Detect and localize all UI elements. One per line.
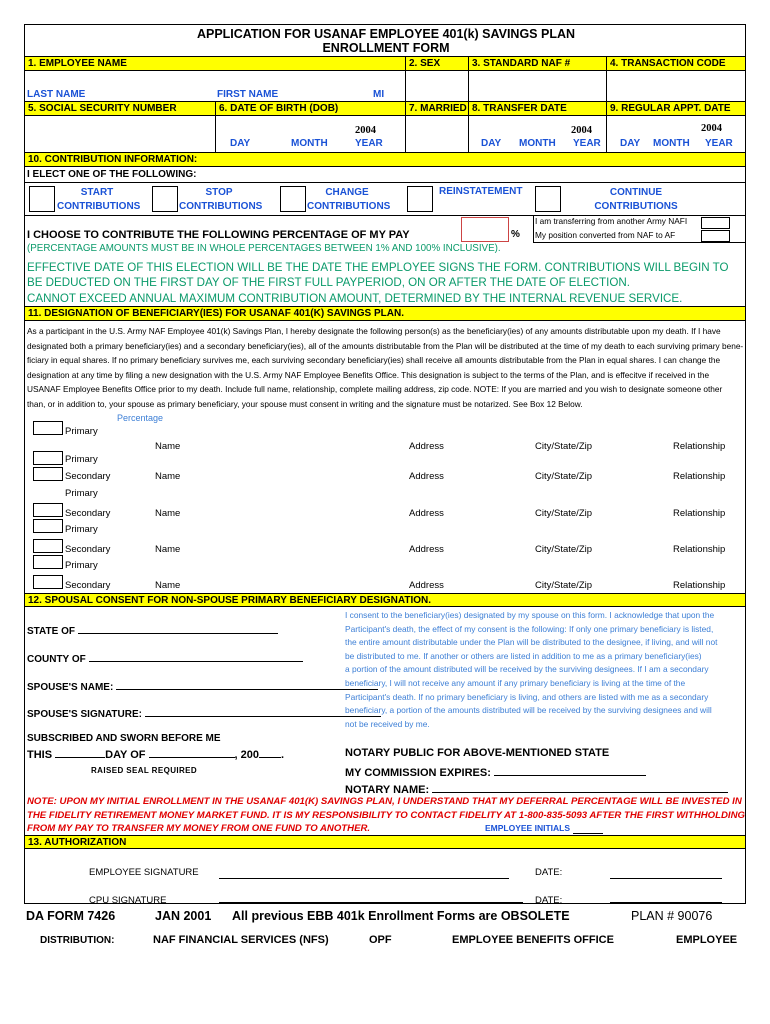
percentage-box-6[interactable]: [33, 539, 63, 553]
sex-label: 2. SEX: [405, 57, 443, 70]
name-col-5: Name: [155, 580, 181, 591]
employee-date-line[interactable]: [610, 878, 722, 879]
authorization-header: [25, 835, 745, 849]
employee-initials-label: EMPLOYEE INITIALS: [485, 823, 571, 833]
mi-label: MI: [373, 89, 385, 100]
standard-naf-label: 3. STANDARD NAF #: [468, 57, 573, 70]
transfer-year-value: 2004: [571, 125, 592, 136]
this-blank[interactable]: [55, 747, 105, 758]
form-number: DA FORM 7426: [26, 909, 116, 923]
change-label: CHANGE CONTRIBUTIONS: [307, 187, 391, 212]
stop-checkbox[interactable]: [152, 186, 178, 212]
dob-year-label: YEAR: [355, 138, 383, 149]
cpu-date-line[interactable]: [610, 902, 722, 903]
beneficiary-header: [25, 306, 745, 321]
city-col-5: City/State/Zip: [535, 580, 593, 591]
effective-line2: BE DEDUCTED ON THE FIRST DAY OF THE FIRST FULL PAYPERIOD, ON OR AFTER THE DATE OF ELECTION.: [27, 276, 630, 289]
commission-label: MY COMMISSION EXPIRES:: [345, 765, 646, 779]
change-checkbox[interactable]: [280, 186, 306, 212]
start-label: START CONTRIBUTIONS: [57, 187, 141, 212]
effective-line1: EFFECTIVE DATE OF THIS ELECTION WILL BE THE DATE THE EMPLOYEE SIGNS THE FORM. CONTRIBUTIONS WILL BEGIN TO: [27, 261, 729, 274]
married-label: 7. MARRIED: [405, 102, 470, 115]
cpu-signature-label: CPU SIGNATURE: [89, 895, 167, 906]
notary-name-label: NOTARY NAME:: [345, 782, 728, 796]
relationship-col-3: Relationship: [673, 508, 726, 519]
percentage-box-8[interactable]: [33, 575, 63, 589]
percentage-rule: (PERCENTAGE AMOUNTS MUST BE IN WHOLE PERCENTAGES BETWEEN 1% AND 100% INCLUSIVE).: [27, 243, 501, 254]
primary-label-3: Primary: [65, 488, 98, 499]
transfer-nafi-checkbox[interactable]: [701, 217, 730, 229]
percentage-box-3[interactable]: [33, 467, 63, 481]
distribution-opf: OPF: [369, 934, 392, 946]
name-col-1: Name: [155, 441, 181, 452]
name-col-3: Name: [155, 508, 181, 519]
spousal-header: [25, 593, 745, 607]
cpu-signature-line[interactable]: [219, 902, 523, 903]
distribution-ebo: EMPLOYEE BENEFITS OFFICE: [452, 934, 614, 946]
percentage-input[interactable]: [461, 217, 509, 242]
appt-year-label: YEAR: [705, 138, 733, 149]
relationship-col-2: Relationship: [673, 471, 726, 482]
beneficiary-header-text: 11. DESIGNATION OF BENEFICIARY(IES) FOR USANAF 401(K) SAVINGS PLAN.: [28, 308, 404, 319]
percentage-box-7[interactable]: [33, 555, 63, 569]
distribution-employee: EMPLOYEE: [676, 934, 738, 946]
raised-seal-label: RAISED SEAL REQUIRED: [91, 766, 198, 775]
consent-paragraph: I consent to the beneficiary(ies) designated by my spouse on this form. I acknowledge that upon the Participant's death, the effect of my consent is the following: If only one primary beneficiary is listed, the entire amount distributable under the Plan will be distributed to the designee, if living, and will not be distributed to me. If another or others are listed in addition to me as a primary beneficiary(ies) a portion of the amount distributed will be received by the surviving designees. If I am a secondary beneficiary, I will not receive any amount if any primary beneficiary is living at the time of the Participant's death. If no primary beneficiary is living, and others are listed with me as a secondary beneficiary, a portion of the amounts distributed will be received by the surviving designees and will not be received by me.: [345, 610, 718, 729]
distribution-nfs: NAF FINANCIAL SERVICES (NFS): [153, 934, 329, 946]
relationship-col-1: Relationship: [673, 441, 726, 452]
city-col-1: City/State/Zip: [535, 441, 593, 452]
day-of-blank[interactable]: [149, 747, 235, 758]
percentage-label: Percentage: [117, 413, 164, 423]
transfer-year-label: YEAR: [573, 138, 601, 149]
percentage-box-1[interactable]: [33, 421, 63, 435]
row2-header: [25, 101, 745, 116]
percent-sign: %: [511, 229, 520, 240]
address-col-3: Address: [409, 508, 444, 519]
this-day-of-line: THIS DAY OF , 200 .: [27, 749, 285, 761]
form-title-line2: ENROLLMENT FORM: [322, 41, 450, 55]
contribution-header-text: 10. CONTRIBUTION INFORMATION:: [28, 154, 198, 165]
notary-state-label: NOTARY PUBLIC FOR ABOVE-MENTIONED STATE: [345, 747, 610, 759]
spouse-name-label: SPOUSE'S NAME:: [27, 679, 378, 693]
year-blank[interactable]: [259, 747, 281, 758]
appt-year-value: 2004: [701, 123, 722, 134]
employee-date-label: DATE:: [535, 867, 563, 878]
obsolete-notice: All previous EBB 401k Enrollment Forms are OBSOLETE: [232, 909, 570, 923]
transaction-code-label: 4. TRANSACTION CODE: [606, 57, 729, 70]
cpu-date-label: DATE:: [535, 895, 563, 906]
ssn-label: 5. SOCIAL SECURITY NUMBER: [28, 103, 177, 114]
continue-checkbox[interactable]: [535, 186, 561, 212]
form-title-line1: APPLICATION FOR USANAF EMPLOYEE 401(k) SAVINGS PLAN: [196, 27, 576, 41]
county-of-line[interactable]: [89, 651, 303, 662]
notary-name-line[interactable]: [432, 782, 728, 793]
primary-label-2: Primary: [65, 454, 98, 465]
enrollment-form: [24, 24, 746, 904]
first-name-label: FIRST NAME: [217, 89, 279, 100]
continue-label: CONTINUE CONTRIBUTIONS: [594, 187, 678, 212]
primary-label-1: Primary: [65, 426, 98, 437]
subscribed-label: SUBSCRIBED AND SWORN BEFORE ME: [27, 733, 221, 744]
secondary-label-4: Secondary: [65, 580, 111, 591]
spouse-signature-label: SPOUSE'S SIGNATURE:: [27, 706, 381, 720]
secondary-label-2: Secondary: [65, 508, 111, 519]
spousal-header-text: 12. SPOUSAL CONSENT FOR NON-SPOUSE PRIMARY BENEFICIARY DESIGNATION.: [28, 595, 432, 606]
appt-day-label: DAY: [620, 138, 641, 149]
address-col-5: Address: [409, 580, 444, 591]
city-col-4: City/State/Zip: [535, 544, 593, 555]
transfer-month-label: MONTH: [519, 138, 556, 149]
relationship-col-5: Relationship: [673, 580, 726, 591]
address-col-1: Address: [409, 441, 444, 452]
percentage-box-4[interactable]: [33, 503, 63, 517]
distribution-label: DISTRIBUTION:: [40, 935, 115, 946]
contribution-header: [25, 152, 745, 167]
choose-percentage-text: I CHOOSE TO CONTRIBUTE THE FOLLOWING PERCENTAGE OF MY PAY: [27, 229, 410, 241]
appt-month-label: MONTH: [653, 138, 690, 149]
address-col-2: Address: [409, 471, 444, 482]
secondary-label-3: Secondary: [65, 544, 111, 555]
employee-initials-input[interactable]: [573, 821, 603, 834]
elect-label: I ELECT ONE OF THE FOLLOWING:: [27, 169, 197, 180]
last-name-label: LAST NAME: [27, 89, 86, 100]
primary-label-5: Primary: [65, 560, 98, 571]
beneficiary-paragraph: As a participant in the U.S. Army NAF Employee 401(k) Savings Plan, I hereby designate the following person(s) as the beneficiary(ies) of any amounts distributable upon my death. If I have designated both a primary beneficiary(ies) and a secondary beneficiary(ies), all of the amounts distributable from the Plan will be distributed at the time of my death to each surviving primary bene- ficiary in equal shares. If no primary beneficiary survives me, each surviving secondary beneficiary(ies) shall receive all amounts distributable from the Plan in equal shares. I can change the designation at any time by filing a new designation with the U.S. Army NAF Employee Benefits Office. This designation is subject to the terms of the Plan, and is effecitve if received in the USANAF Employee Benefits Office prior to my death. Include full name, relationship, complete mailing address, zip code. NOTE: If you are married and you wish to designate someone other than, or in addition to, your spouse as primary beneficiary, your spouse must consent in writing and the signature must be notarized. See Box 12 Below.: [27, 326, 744, 409]
state-of-label: STATE OF: [27, 623, 278, 637]
employee-name-label: 1. EMPLOYEE NAME: [28, 58, 127, 69]
effective-line3: CANNOT EXCEED ANNUAL MAXIMUM CONTRIBUTION AMOUNT, DETERMINED BY THE INTERNAL REVENUE SERVICE.: [27, 292, 683, 305]
dob-day-label: DAY: [230, 138, 251, 149]
employee-signature-line[interactable]: [219, 878, 509, 879]
dob-label: 6. DATE OF BIRTH (DOB): [215, 102, 341, 115]
fidelity-note: NOTE: UPON MY INITIAL ENROLLMENT IN THE USANAF 401(K) SAVINGS PLAN, I UNDERSTAND THAT MY DEFERRAL PERCENTAGE WILL BE INVESTED IN THE FIDELITY RETIREMENT MONEY MARKET FUND. IT IS MY RESPONSIBILITY TO CONTACT FIDELITY AT 1-800-835-5093 AFTER THE FIRST WITHHOLDING FROM MY PAY TO TRANSFER MY MONEY FROM ONE FUND TO ANOTHER.: [27, 796, 745, 834]
name-col-4: Name: [155, 544, 181, 555]
county-of-label: COUNTY OF: [27, 651, 303, 665]
plan-number: PLAN # 90076: [631, 909, 713, 923]
percentage-box-2[interactable]: [33, 451, 63, 465]
city-col-2: City/State/Zip: [535, 471, 593, 482]
primary-label-4: Primary: [65, 524, 98, 535]
name-col-2: Name: [155, 471, 181, 482]
reinstatement-checkbox[interactable]: [407, 186, 433, 212]
employee-signature-label: EMPLOYEE SIGNATURE: [89, 867, 199, 878]
converted-checkbox[interactable]: [701, 230, 730, 242]
regular-appt-label: 9. REGULAR APPT. DATE: [606, 102, 734, 115]
state-of-line[interactable]: [78, 623, 278, 634]
secondary-label-1: Secondary: [65, 471, 111, 482]
transfer-date-label: 8. TRANSFER DATE: [468, 102, 570, 115]
reinstatement-label: REINSTATEMENT: [439, 186, 523, 197]
row1-header: [25, 56, 745, 71]
percentage-box-5[interactable]: [33, 519, 63, 533]
dob-month-label: MONTH: [291, 138, 328, 149]
spouse-name-line[interactable]: [116, 679, 378, 690]
start-checkbox[interactable]: [29, 186, 55, 212]
address-col-4: Address: [409, 544, 444, 555]
relationship-col-4: Relationship: [673, 544, 726, 555]
stop-label: STOP CONTRIBUTIONS: [179, 187, 263, 212]
authorization-header-text: 13. AUTHORIZATION: [28, 837, 127, 848]
transfer-day-label: DAY: [481, 138, 502, 149]
transfer-nafi-note: I am transferring from another Army NAFI: [535, 216, 688, 226]
city-col-3: City/State/Zip: [535, 508, 593, 519]
form-date: JAN 2001: [155, 909, 212, 923]
commission-line[interactable]: [494, 765, 646, 776]
dob-year-value: 2004: [355, 125, 376, 136]
converted-note: My position converted from NAF to AF: [535, 230, 676, 240]
